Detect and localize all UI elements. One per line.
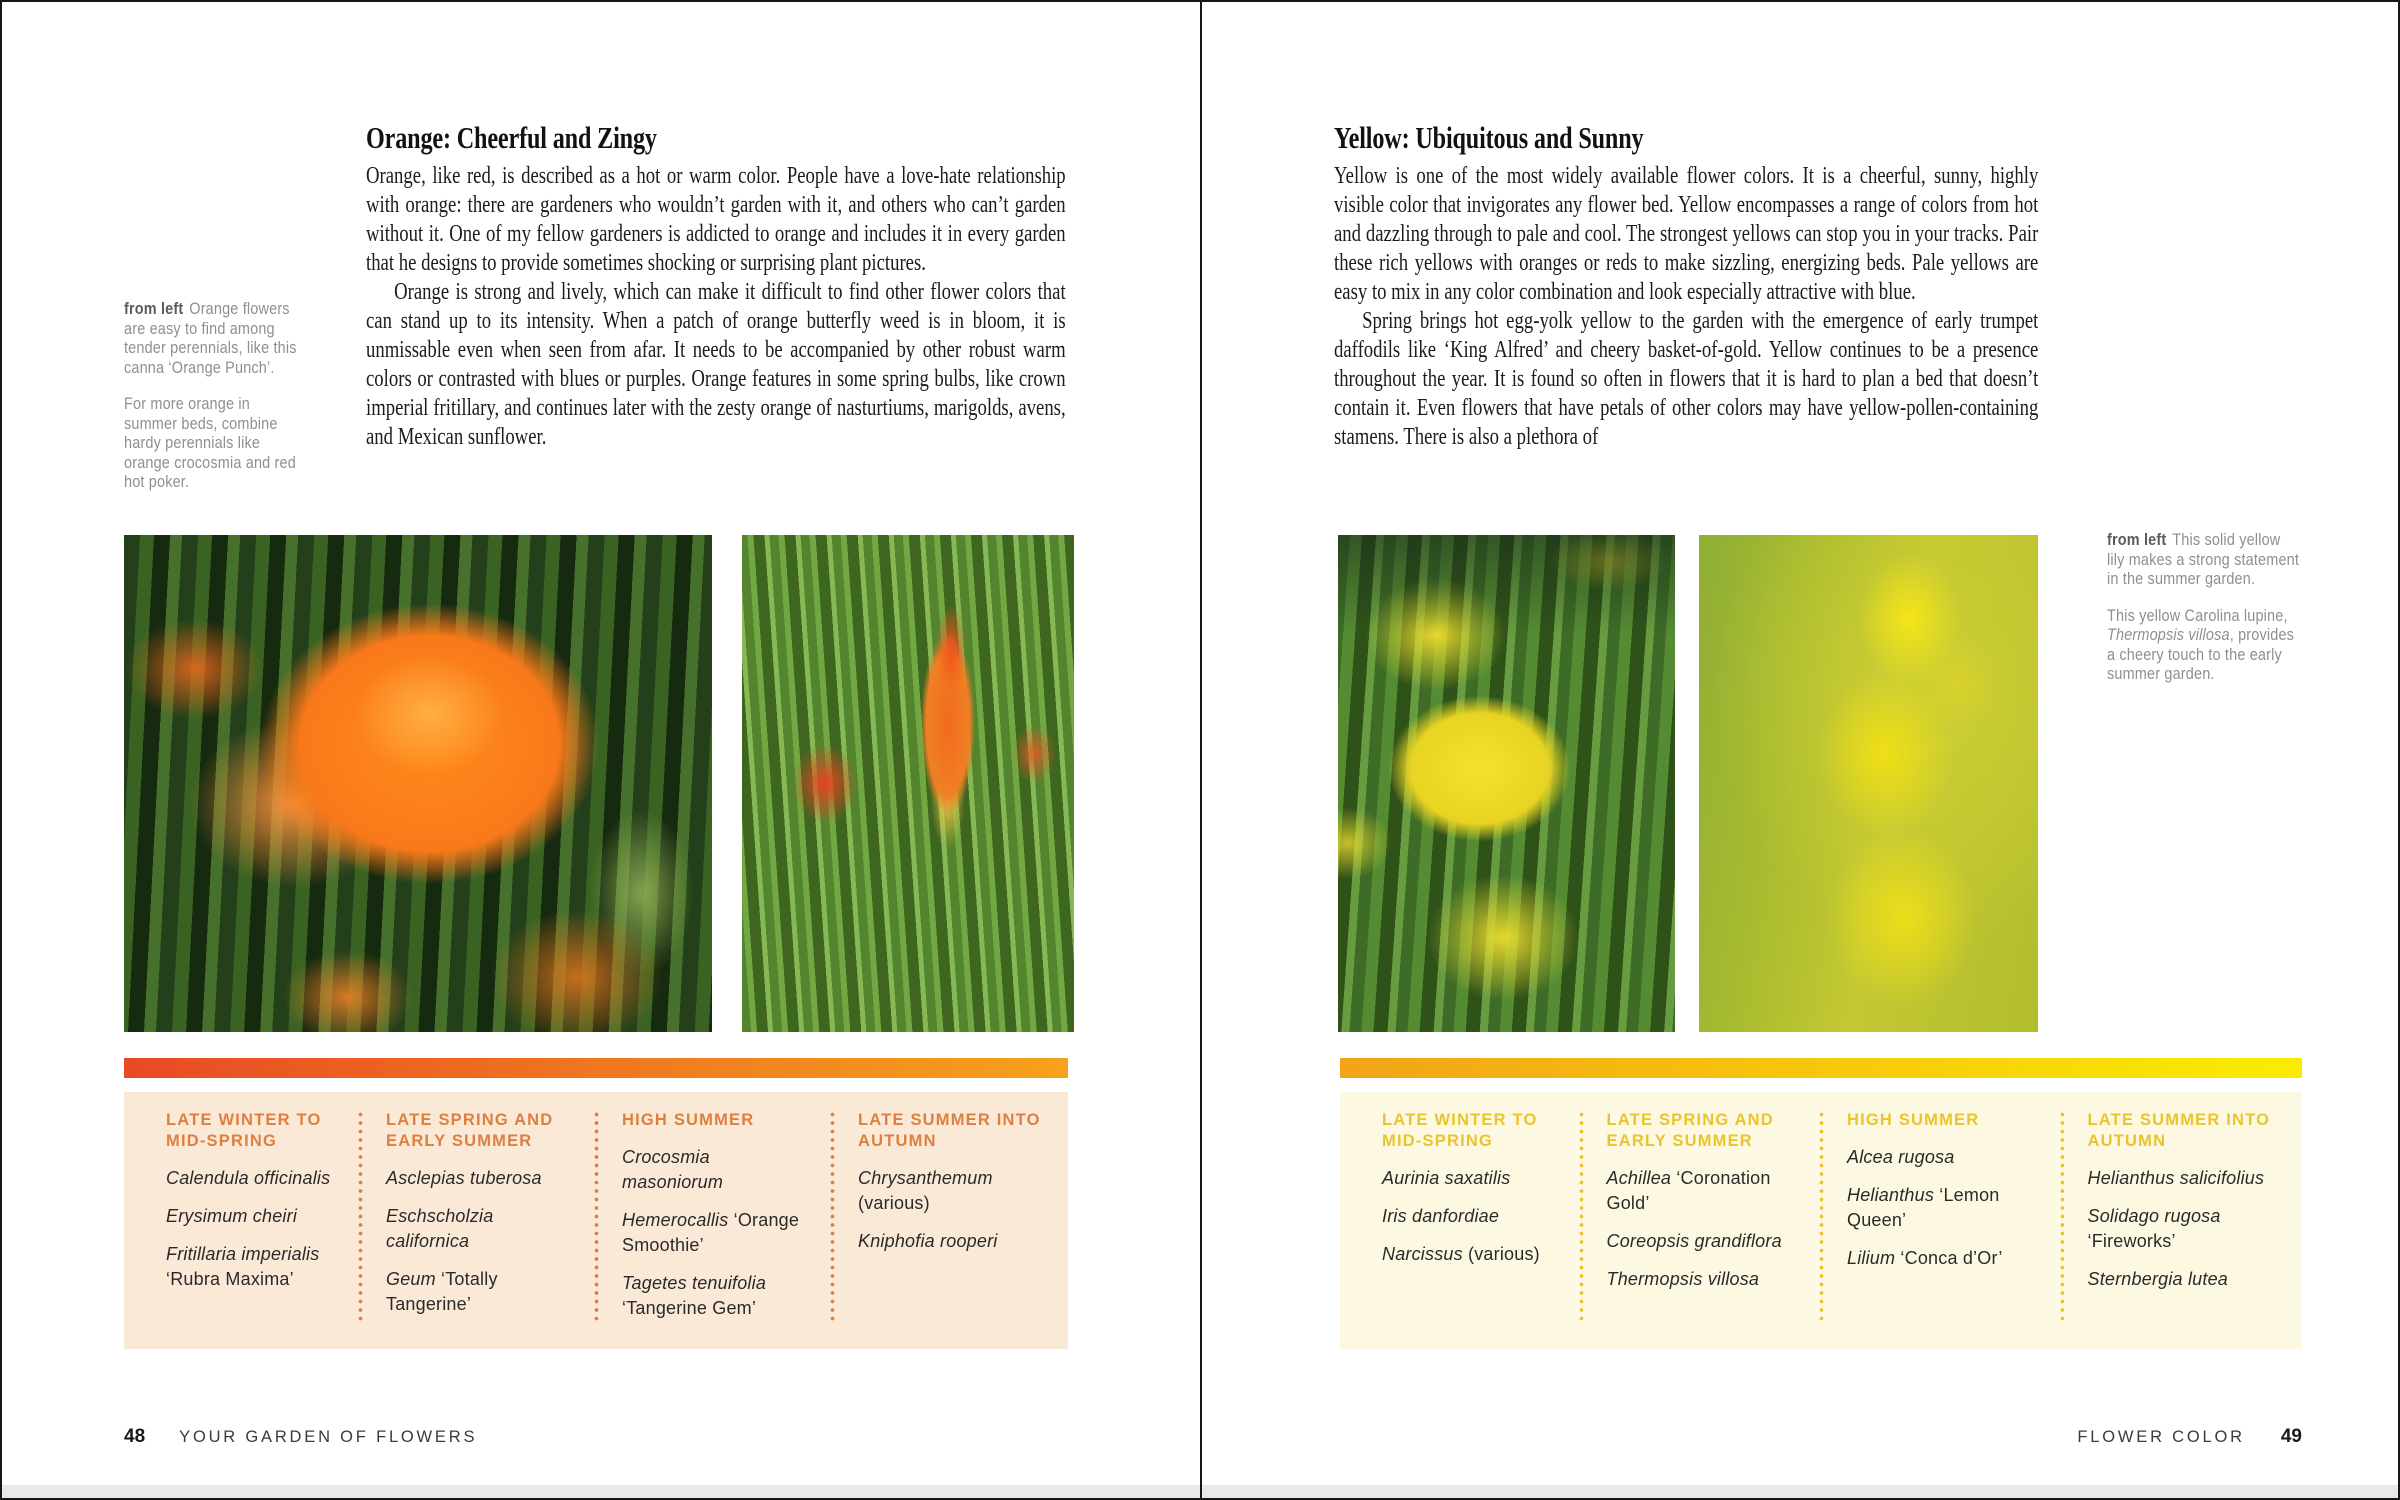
plant-name: Asclepias tuberosa <box>386 1168 542 1188</box>
plant-name: Iris danfordiae <box>1382 1206 1500 1226</box>
season-heading: HIGH SUMMER <box>622 1111 755 1129</box>
body-paragraph: Spring brings hot egg-yolk yellow to the garden with the emergence of early trumpet daffodils like ‘King Alfred’ and cheery basket-of-gold. Yellow continues to be a presence throughout the year. It is found so often in flowers that it is hard to plan a bed that doesn’t contain it. Even flowers that have petals of other colors may have yellow-pollen-containing stamens. There is also a plethora of <box>1334 308 2039 450</box>
plant-name: Achillea ‘Coronation Gold’ <box>1606 1168 1771 1213</box>
caption-paragraph: from left This solid yellow lily makes a strong statement in the summer garden. <box>2107 530 2300 588</box>
season-column <box>596 1110 832 1349</box>
season-column <box>1340 1110 1581 1349</box>
season-column <box>124 1110 360 1349</box>
plant-name: Aurinia saxatilis <box>1382 1168 1511 1188</box>
left-page-footer <box>124 1426 477 1448</box>
season-column <box>1581 1110 1822 1349</box>
running-head: YOUR GARDEN OF FLOWERS <box>179 1428 478 1446</box>
body-paragraph: Yellow is one of the most widely available flower colors. It is a cheerful, sunny, highly visible color that invigorates any flower bed. Yellow encompasses a range of colors from hot and dazzling through to pale and cool. The strongest yellows can stop you in your tracks. Pair these rich yellows with oranges or reds to make sizzling, energizing beds. Pale yellows are easy to mix in any color combination and look especially attractive with blue. <box>1334 163 2039 305</box>
plant-name: Hemerocallis ‘Orange Smoothie’ <box>622 1210 800 1255</box>
right-page-footer <box>1702 1426 2302 1448</box>
orange-canna-photo <box>124 535 712 1032</box>
plant-name: Fritillaria imperialis ‘Rubra Maxima’ <box>166 1244 320 1289</box>
plant-name: Helianthus salicifolius <box>2087 1168 2265 1188</box>
season-column <box>1821 1110 2062 1349</box>
caption-paragraph: For more orange in summer beds, combine hardy perennials like orange crocosmia and red hot poker. <box>124 394 296 491</box>
plant-name: Solidago rugosa ‘Fireworks’ <box>2087 1206 2221 1251</box>
plant-name: Coreopsis grandiflora <box>1606 1231 1782 1251</box>
plant-name: Lilium ‘Conca d’Or’ <box>1847 1248 2003 1268</box>
season-heading: LATE SPRING AND EARLY SUMMER <box>1606 1111 1774 1150</box>
carolina-lupine-photo <box>1699 535 2038 1032</box>
left-margin-caption <box>124 299 299 509</box>
plant-name: Erysimum cheiri <box>166 1206 298 1226</box>
plant-name: Crocosmia masoniorum <box>622 1147 724 1192</box>
plant-name: Alcea rugosa <box>1847 1147 1955 1167</box>
plant-name: Geum ‘Totally Tangerine’ <box>386 1269 498 1314</box>
orange-season-table <box>124 1092 1068 1349</box>
plant-name: Narcissus (various) <box>1382 1244 1540 1264</box>
season-heading: LATE WINTER TO MID-SPRING <box>166 1111 322 1150</box>
plant-name: Thermopsis villosa <box>1606 1269 1760 1289</box>
season-column <box>2062 1110 2303 1349</box>
red-hot-poker-photo <box>742 535 1074 1032</box>
right-page-heading: Yellow: Ubiquitous and Sunny <box>1334 120 1644 155</box>
season-column <box>832 1110 1068 1349</box>
caption-paragraph: This yellow Carolina lupine, Thermopsis villosa, provides a cheery touch to the early summer garden. <box>2107 605 2295 683</box>
season-heading: LATE SUMMER INTO AUTUMN <box>2087 1111 2271 1150</box>
season-heading: HIGH SUMMER <box>1847 1111 1980 1129</box>
running-head: FLOWER COLOR <box>2077 1428 2245 1446</box>
body-paragraph: Orange is strong and lively, which can make it difficult to find other flower colors that can stand up to its intensity. When a patch of orange butterfly weed is in bloom, it is unmissable even when seen from afar. It needs to be accompanied by other robust warm colors or contrasted with blues or purples. Orange features in some spring bulbs, like crown imperial fritillary, and continues later with the zesty orange of nasturtiums, marigolds, avens, and Mexican sunflower. <box>366 279 1066 450</box>
right-text-column <box>1334 120 2038 452</box>
plant-name: Kniphofia rooperi <box>858 1231 998 1251</box>
plant-name: Calendula officinalis <box>166 1168 331 1188</box>
left-text-column <box>366 120 1066 452</box>
body-paragraph: Orange, like red, is described as a hot or warm color. People have a love-hate relationship with orange: there are gardeners who wouldn’t garden with it, and others who can’t garden without it. One of my fellow gardeners is addicted to orange and includes it in every garden that he designs to provide sometimes shocking or surprising plant pictures. <box>366 163 1066 276</box>
season-heading: LATE WINTER TO MID-SPRING <box>1382 1111 1538 1150</box>
yellow-season-table <box>1340 1092 2302 1349</box>
orange-gradient-bar <box>124 1058 1068 1078</box>
center-spine-divider <box>1200 2 1202 1498</box>
plant-name: Helianthus ‘Lemon Queen’ <box>1847 1185 2000 1230</box>
page-number: 48 <box>124 1426 146 1447</box>
left-page-heading: Orange: Cheerful and Zingy <box>366 120 657 155</box>
plant-name: Eschscholzia californica <box>386 1206 494 1251</box>
page-number: 49 <box>2280 1426 2302 1447</box>
caption-paragraph: from left Orange flowers are easy to find among tender perennials, like this canna ‘Orange Punch’. <box>124 299 297 377</box>
plant-name: Chrysanthemum (various) <box>858 1168 993 1213</box>
yellow-gradient-bar <box>1340 1058 2302 1078</box>
right-margin-caption <box>2107 530 2299 701</box>
plant-name: Tagetes tenuifolia ‘Tangerine Gem’ <box>622 1273 767 1318</box>
season-heading: LATE SPRING AND EARLY SUMMER <box>386 1111 554 1150</box>
plant-name: Sternbergia lutea <box>2087 1269 2228 1289</box>
season-column <box>360 1110 596 1349</box>
season-heading: LATE SUMMER INTO AUTUMN <box>858 1111 1041 1150</box>
yellow-lily-photo <box>1338 535 1675 1032</box>
